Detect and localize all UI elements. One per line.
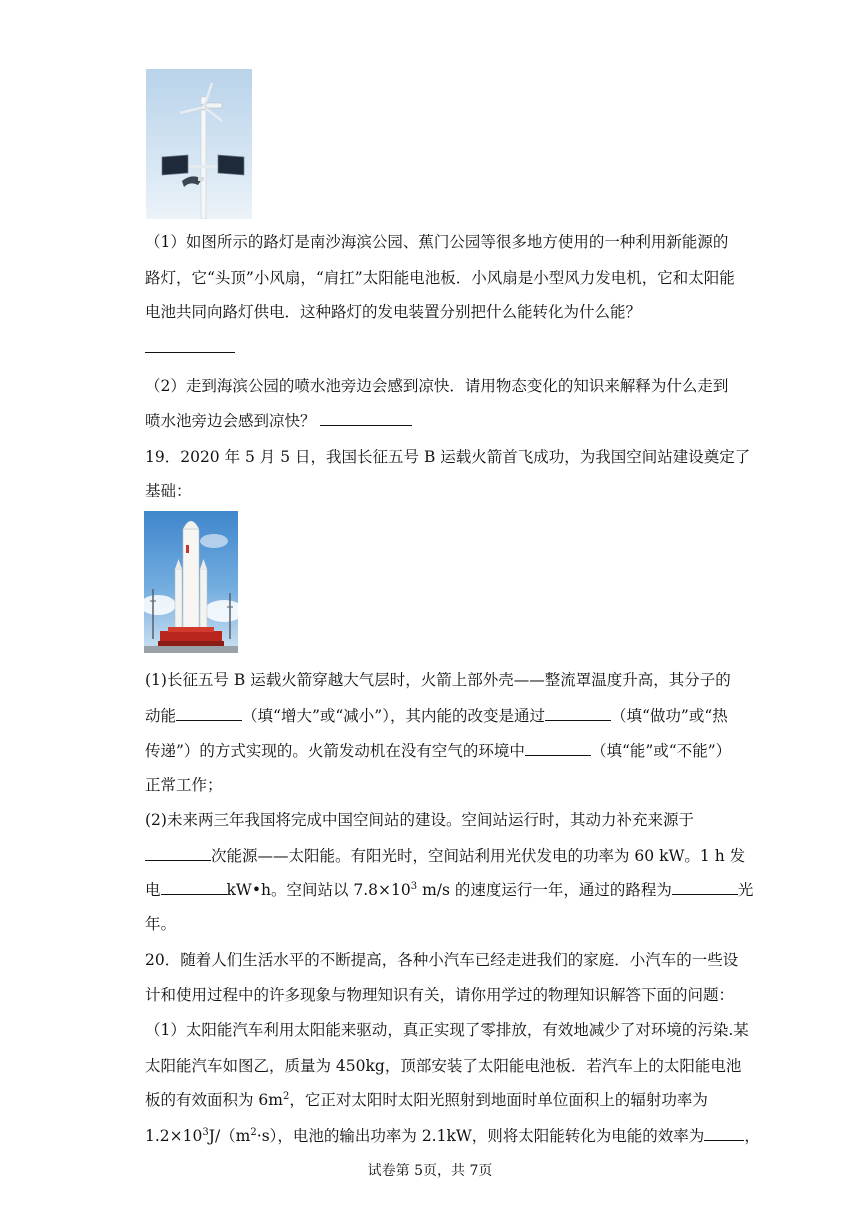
text-segment: 动能: [145, 707, 177, 725]
rocket-figure: [144, 511, 238, 653]
page-footer: 试卷第 5页，共 7页: [367, 1163, 493, 1179]
text-segment: ·s），电池的输出功率为 2.1kW，则将太阳能转化为电能的效率为: [256, 1127, 705, 1145]
q20-part1-line1: （1）太阳能汽车利用太阳能来驱动，真正实现了零排放，有效地减少了对环境的污染.某: [145, 1021, 749, 1039]
q18-part1-line1: （1）如图所示的路灯是南沙海滨公园、蕉门公园等很多地方使用的一种利用新能源的: [145, 233, 729, 251]
superscript: 2: [250, 1126, 257, 1138]
answer-blank: [525, 741, 591, 756]
streetlamp-figure: [146, 69, 252, 219]
q18-part2-line1: （2）走到海滨公园的喷水池旁边会感到凉快．请用物态变化的知识来解释为什么走到: [145, 377, 729, 395]
q18-part2-line2: [145, 411, 412, 431]
q20-part1-line2: 太阳能汽车如图乙，质量为 450kg，顶部安装了太阳能电池板．若汽车上的太阳能电池: [145, 1057, 742, 1075]
superscript: 3: [202, 1126, 209, 1138]
rocket-image: [144, 511, 238, 653]
text-segment: （填“能”或“不能”）: [590, 742, 732, 760]
q18-part1-line2: 路灯，它“头顶”小风扇，“肩扛”太阳能电池板．小风扇是小型风力发电机，它和太阳能: [145, 269, 735, 287]
q20-part1-line4: [145, 1126, 760, 1146]
text-segment: m/s 的速度运行一年，通过的路程为: [417, 881, 672, 899]
text-segment: 光: [737, 881, 754, 899]
text-segment: 次能源——太阳能。有阳光时，空间站利用光伏发电的功率为 60 kW。1 h 发: [211, 847, 746, 865]
answer-blank: [145, 846, 211, 861]
text-segment: kW•h。空间站以 7.8×10: [226, 881, 411, 899]
answer-blank: [161, 880, 227, 895]
text-segment: 板的有效面积为 6m: [145, 1091, 283, 1109]
q19-part1-line4: 正常工作；: [145, 776, 223, 794]
q19-part2-line2: [145, 846, 745, 866]
superscript: 2: [283, 1090, 290, 1102]
q20-stem-line2: 计和使用过程中的许多现象与物理知识有关，请你用学过的物理知识解答下面的问题：: [145, 986, 735, 1004]
q19-part2-line1: (2)未来两三年我国将完成中国空间站的建设。空间站运行时，其动力补充来源于: [145, 811, 694, 829]
q19-part1-line2: [145, 706, 728, 726]
q18-part1-answer-blank: [145, 338, 235, 358]
q18-part2-text: 喷水池旁边会感到凉快？: [145, 412, 316, 430]
text-segment: J/（m: [208, 1127, 251, 1145]
q20-stem-line1: 20．随着人们生活水平的不断提高，各种小汽车已经走进我们的家庭．小汽车的一些设: [145, 951, 739, 969]
q20-part1-line3: [145, 1090, 708, 1110]
q19-part2-line4: 年。: [145, 915, 177, 933]
streetlamp-image: [146, 69, 252, 219]
q19-stem-line1: 19．2020 年 5 月 5 日，我国长征五号 B 运载火箭首飞成功，为我国空间站建设奠定了: [145, 448, 751, 466]
answer-blank: [320, 411, 412, 426]
text-segment: ，: [744, 1127, 760, 1145]
text-segment: （填“做功”或“热: [610, 707, 728, 725]
superscript: 3: [410, 880, 418, 892]
q19-part2-line3: [145, 880, 753, 900]
q19-part1-line3: [145, 741, 731, 761]
q18-part1-line3: 电池共同向路灯供电．这种路灯的发电装置分别把什么能转化为什么能？: [145, 303, 642, 321]
text-segment: 1.2×10: [145, 1127, 203, 1145]
text-segment: 电: [145, 881, 161, 899]
answer-blank: [145, 338, 235, 353]
answer-blank: [176, 706, 242, 721]
answer-blank: [545, 706, 611, 721]
q19-stem-line2: 基础：: [145, 482, 192, 500]
q19-part1-line1: (1)长征五号 B 运载火箭穿越大气层时，火箭上部外壳——整流罩温度升高，其分子的: [145, 671, 731, 689]
text-segment: ，它正对太阳时太阳光照射到地面时单位面积上的辐射功率为: [289, 1091, 708, 1109]
answer-blank: [704, 1126, 744, 1141]
answer-blank: [672, 880, 738, 895]
text-segment: 传递”）的方式实现的。火箭发动机在没有空气的环境中: [145, 742, 525, 760]
text-segment: （填“增大”或“减小”），其内能的改变是通过: [242, 707, 545, 725]
